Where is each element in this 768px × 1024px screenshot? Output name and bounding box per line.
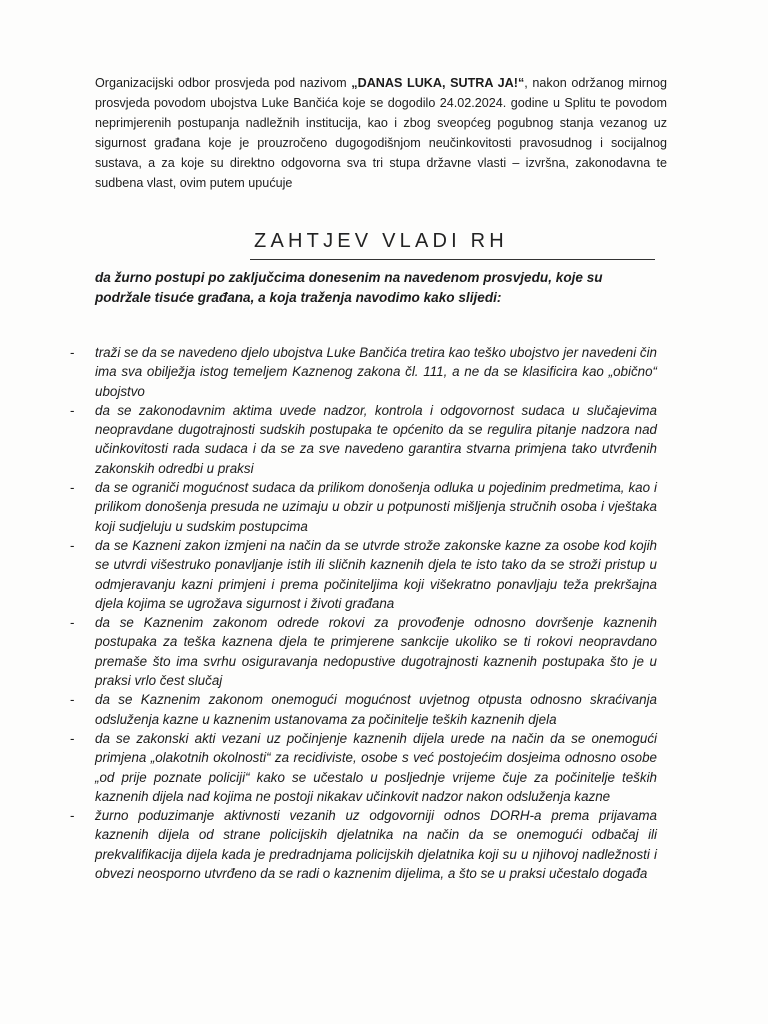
intro-paragraph bbox=[95, 73, 667, 193]
demands-list bbox=[95, 343, 657, 883]
demand-item: - da se Kazneni zakon izmjeni na način da se utvrde strože zakonske kazne za osobe kod kojih se utvrdi višestruko ponavljanje istih ili sličnih kaznenih djela te isto tako da se stroži pristup u odmjeravanju kazni primjeni i prema počiniteljima koji višekratno ponavljaju teža prekršajna djela kojima se ugrožava sigurnost i životi građana bbox=[95, 536, 657, 613]
demand-item: - da se zakonodavnim aktima uvede nadzor, kontrola i odgovornost sudaca u slučajevima neopravdane dugotrajnosti sudskih postupaka te općenito da se regulira pitanje nadzora nad učinkovitosti rada sudaca i da se za sve navedeno garantira stvarna primjena tako utvrđenih zakonskih odredbi u praksi bbox=[95, 401, 657, 478]
demand-item: - da se Kaznenim zakonom odrede rokovi za provođenje odnosno dovršenje kaznenih postupaka za teška kaznena djela te primjerene sankcije ukoliko se ti rokovi neopravdano premaše što ima svrhu osiguravanja nedopustive dugotrajnosti kaznenih postupaka što je u praksi vrlo čest slučaj bbox=[95, 613, 657, 690]
demand-item: - traži se da se navedeno djelo ubojstva Luke Bančića tretira kao teško ubojstvo jer navedeni čin ima sva obilježja istog temeljem Kaznenog zakona čl. 111, a ne da se klasificira kao „obično“ ubojstvo bbox=[95, 343, 657, 401]
intro-text-rest: , nakon održanog mirnog prosvjeda povodom ubojstva Luke Bančića koje se dogodilo 24.02.2024. godine u Splitu te povodom neprimjerenih postupanja nadležnih institucija, kao i zbog sveopćeg pogubnog stanja vezanog uz sigurnost građana koje je prouzročeno dugogodišnjom neučinkovitosti pravosudnog i socijalnog sustava, a za koje su direktno odgovorna sva tri stupa državne vlasti – izvršna, zakonodavna te sudbena vlast, ovim putem upućuje bbox=[95, 76, 667, 190]
document-title: ZAHTJEV VLADI RH bbox=[254, 230, 508, 252]
demand-item: - žurno poduzimanje aktivnosti vezanih uz odgovorniji odnos DORH-a prema prijavama kaznenih dijela od strane policijskih djelatnika na način da se onemogući odbačaj ili prekvalifikacija dijela kada je predradnjama policijskih djelatnika koji su u njihovoj nadležnosti i obvezi neosporno utvrđeno da se radi o kaznenim dijelima, a što se u praksi učestalo događa bbox=[95, 806, 657, 883]
title-underline bbox=[250, 259, 655, 260]
intro-text-start: Organizacijski odbor prosvjeda pod nazivom bbox=[95, 76, 352, 90]
demand-item: - da se Kaznenim zakonom onemogući mogućnost uvjetnog otpusta odnosno skraćivanja odsluženja kazne u kaznenim ustanovama za počinitelje teških kaznenih djela bbox=[95, 690, 657, 729]
demand-item: - da se zakonski akti vezani uz počinjenje kaznenih dijela urede na način da se onemogući primjena „olakotnih okolnosti“ za recidiviste, osobe s već postojećim dosjeima odnosno osobe „od prije poznate policiji“ kako se učestalo u posljednje vrijeme čuje za počinitelje teških kaznenih dijela nad kojima ne postoji nikakav učinkovit nadzor nakon odsluženja kazne bbox=[95, 729, 657, 806]
demand-item: - da se ograniči mogućnost sudaca da prilikom donošenja odluka u pojedinim predmetima, kao i prilikom donošenja presuda ne uzimaju u obzir u potpunosti mišljenja stručnih osoba i vještaka koji sudjeluju u sudskim postupcima bbox=[95, 478, 657, 536]
protest-name: „DANAS LUKA, SUTRA JA!“ bbox=[351, 76, 525, 90]
request-subheading: da žurno postupi po zaključcima donesenim na navedenom prosvjedu, koje su podržale tisuće građana, a koja traženja navodimo kako slijedi: bbox=[95, 270, 603, 305]
